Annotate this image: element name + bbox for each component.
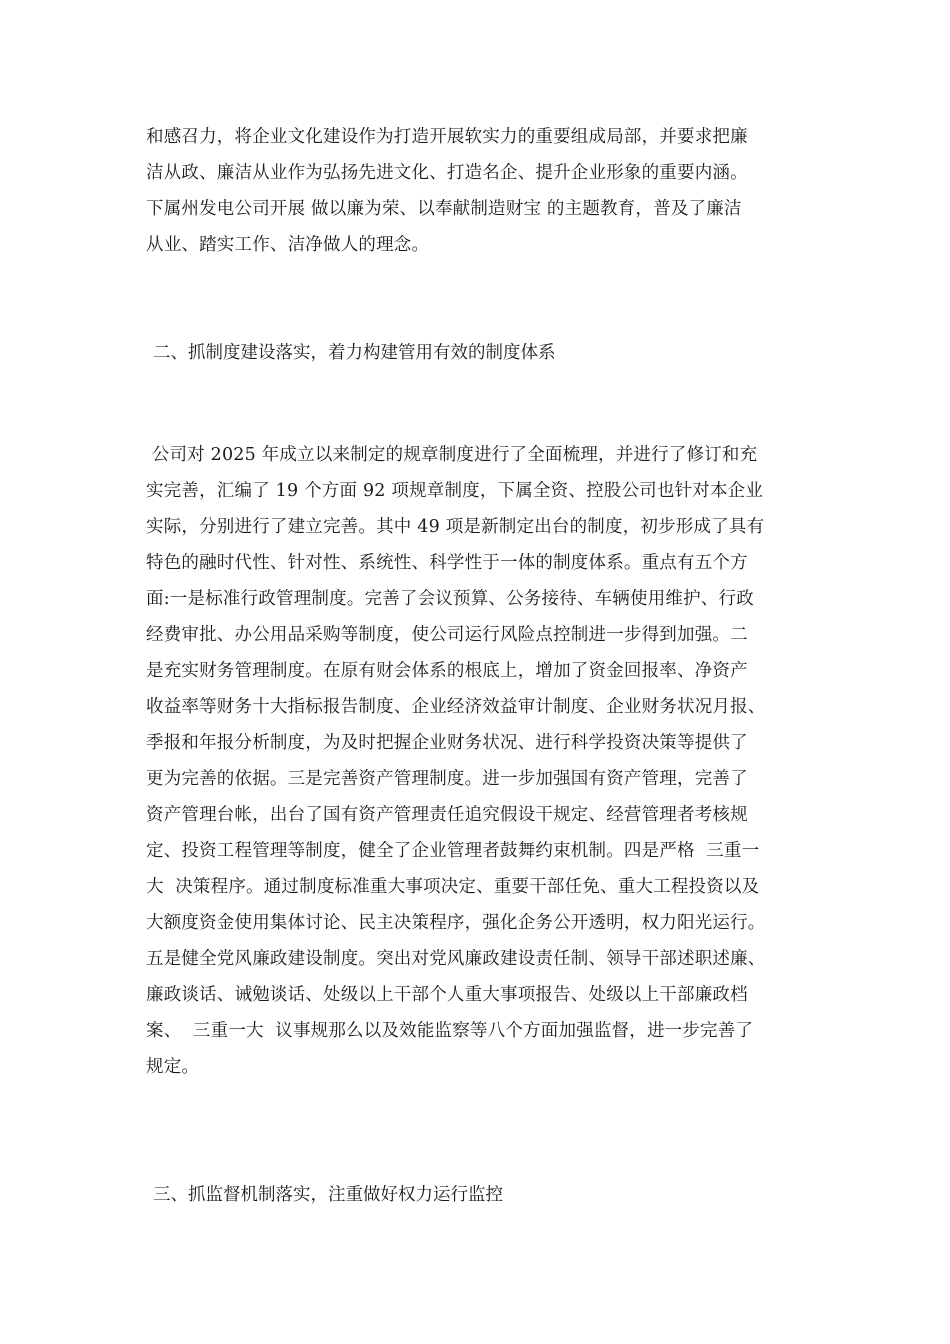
paragraph-2-line-4: 特色的融时代性、针对性、系统性、科学性于一体的制度体系。重点有五个方 [146,553,748,573]
paragraph-1-line-4: 从业、踏实工作、洁净做人的理念。 [146,235,430,255]
section-heading-3: 三、抓监督机制落实，注重做好权力运行监控 [153,1185,503,1205]
paragraph-2-line-1: 公司对 2025 年成立以来制定的规章制度进行了全面梳理，并进行了修订和充 [146,445,758,465]
paragraph-2-line-12: 定、投资工程管理等制度，健全了企业管理者鼓舞约束机制。四是严格 三重一 [146,841,760,861]
paragraph-2-line-8: 收益率等财务十大指标报告制度、企业经济效益审计制度、企业财务状况月报、 [146,697,766,717]
paragraph-2-line-5: 面:一是标准行政管理制度。完善了会议预算、公务接待、车辆使用维护、行政 [146,589,754,609]
paragraph-2-line-15: 五是健全党风廉政建设制度。突出对党风廉政建设责任制、领导干部述职述廉、 [146,949,766,969]
paragraph-1-line-2: 洁从政、廉洁从业作为弘扬先进文化、打造名企、提升企业形象的重要内涵。 [146,163,748,183]
paragraph-2-line-13: 大 决策程序。通过制度标准重大事项决定、重要干部任免、重大工程投资以及 [146,877,760,897]
paragraph-2-line-3: 实际，分别进行了建立完善。其中 49 项是新制定出台的制度，初步形成了具有 [146,517,765,537]
paragraph-2-line-9: 季报和年报分析制度，为及时把握企业财务状况、进行科学投资决策等提供了 [146,733,748,753]
paragraph-2-line-11: 资产管理台帐，出台了国有资产管理责任追究假设干规定、经营管理者考核规 [146,805,748,825]
paragraph-2-line-2: 实完善，汇编了 19 个方面 92 项规章制度，下属全资、控股公司也针对本企业 [146,481,764,501]
section-heading-2: 二、抓制度建设落实，着力构建管用有效的制度体系 [153,343,556,363]
paragraph-1-line-1: 和感召力，将企业文化建设作为打造开展软实力的重要组成局部，并要求把廉 [146,127,748,147]
paragraph-2-line-16: 廉政谈话、诫勉谈话、处级以上干部个人重大事项报告、处级以上干部廉政档 [146,985,748,1005]
paragraph-2-line-10: 更为完善的依据。三是完善资产管理制度。进一步加强国有资产管理，完善了 [146,769,748,789]
paragraph-2-line-18: 规定。 [146,1057,200,1077]
paragraph-2-line-14: 大额度资金使用集体讨论、民主决策程序，强化企务公开透明，权力阳光运行。 [146,913,766,933]
paragraph-2-line-6: 经费审批、办公用品采购等制度，使公司运行风险点控制进一步得到加强。二 [146,625,748,645]
paragraph-2-line-17: 案、 三重一大 议事规那么以及效能监察等八个方面加强监督，进一步完善了 [146,1021,754,1041]
paragraph-1-line-3: 下属州发电公司开展 做以廉为荣、以奉献制造财宝 的主题教育，普及了廉洁 [146,199,742,219]
paragraph-2-line-7: 是充实财务管理制度。在原有财会体系的根底上，增加了资金回报率、净资产 [146,661,748,681]
